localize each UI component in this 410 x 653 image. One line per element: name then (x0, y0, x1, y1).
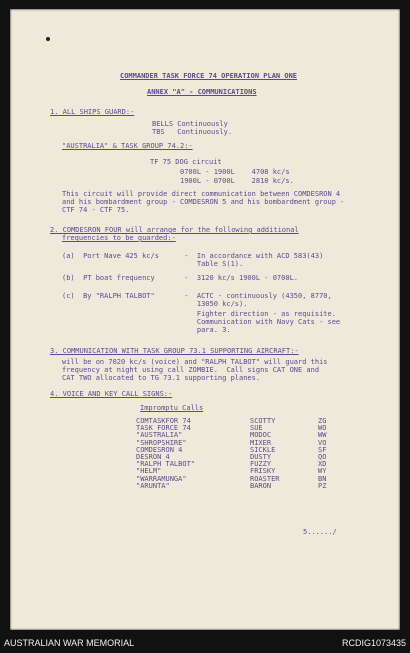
voice-call: FRISKY (250, 467, 276, 476)
section-4-subheading: Impromptu Calls (140, 404, 204, 412)
voice-call: SCOTTY (250, 417, 276, 425)
footer-source: AUSTRALIAN WAR MEMORIAL (4, 638, 135, 648)
key-call: VO (318, 438, 327, 447)
section-1-line: BELLS Continuously (152, 120, 228, 128)
key-call: BN (318, 474, 327, 483)
document-subtitle: ANNEX "A" - COMMUNICATIONS (147, 88, 257, 96)
key-call: WO (318, 424, 327, 433)
section-4-heading: 4. VOICE AND KEY CALL SIGNS:- (50, 390, 173, 398)
unit-name: "SHROPSHIRE" (136, 438, 187, 447)
section-1-paragraph: CTF 74 - CTF 75. (62, 206, 130, 214)
voice-call: MIXER (250, 438, 272, 447)
voice-call: SICKLE (250, 445, 276, 454)
document-title: COMMANDER TASK FORCE 74 OPERATION PLAN ONE (120, 72, 298, 80)
voice-call: BARON (250, 481, 272, 490)
section-2-item: Communication with Navy Cats - see (62, 318, 341, 326)
key-call: QO (318, 453, 327, 462)
call-sign-row (136, 483, 326, 490)
call-sign-row (136, 461, 326, 468)
page-continuation: 5....../ (303, 528, 337, 536)
section-2-heading: frequencies to be guarded:- (62, 234, 176, 242)
section-2-item: (b) PT boat frequency - 3120 kc/s 1900L - 0700L. (62, 274, 299, 282)
unit-name: "ARUNTA" (136, 481, 170, 490)
key-call: WY (318, 467, 327, 476)
key-call: WW (318, 431, 327, 440)
key-call: PZ (318, 481, 327, 490)
unit-name: "HELM" (136, 467, 162, 476)
voice-call: DUSTY (250, 453, 272, 462)
section-2-item: Fighter direction - as requisite. (62, 310, 336, 318)
section-1-line: TBS Continuously. (152, 128, 233, 136)
section-2-heading: 2. COMDESRON FOUR will arrange for the following additional (50, 226, 299, 234)
voice-call: SUE (250, 424, 263, 433)
section-2-item: (c) By "RALPH TALBOT" - ACTC - continuously (4350, 8770, (62, 292, 332, 300)
section-1-heading: 1. ALL SHIPS GUARD:- (50, 108, 135, 116)
section-2-item: 13050 kc/s). (62, 300, 248, 308)
punch-hole (46, 37, 50, 41)
unit-name: "AUSTRALIA" (136, 431, 183, 440)
voice-call: FUZZY (250, 460, 272, 469)
footer-bar (0, 632, 410, 653)
section-1-frequency: 1900L - 0700L 2810 kc/s. (180, 177, 294, 185)
call-signs-table (136, 418, 326, 490)
section-1-line: TF 75 DOG circuit (150, 158, 222, 166)
unit-name: DESRON 4 (136, 453, 170, 462)
section-3-line: will be on 7020 kc/s (voice) and "RALPH TALBOT" will guard this (62, 358, 328, 366)
section-1-subheading: "AUSTRALIA" & TASK GROUP 74.2:- (62, 142, 193, 150)
key-call: XD (318, 460, 327, 469)
section-2-item: Table S(1). (62, 260, 244, 268)
voice-call: MODOC (250, 431, 272, 440)
section-2-item: para. 3. (62, 326, 231, 334)
section-3-line: CAT TWO allocated to TG 73.1 supporting planes. (62, 374, 261, 382)
key-call: ZG (318, 417, 327, 425)
unit-name: COMDESRON 4 (136, 445, 183, 454)
voice-call: ROASTER (250, 474, 280, 483)
section-1-frequency: 0700L - 1900L 4708 kc/s (180, 168, 290, 176)
key-call: SF (318, 445, 327, 454)
section-1-paragraph: This circuit will provide direct communication between COMDESRON 4 (62, 190, 341, 198)
footer-id: RCDIG1073435 (341, 638, 406, 648)
unit-name: COMTASKFOR 74 (136, 417, 191, 425)
section-3-line: frequency at night using call ZOMBIE. Call signs CAT ONE and (62, 366, 320, 374)
section-2-item: (a) Port Nave 425 kc/s - In accordance with ACD 583(43) (62, 252, 324, 260)
section-3-heading: 3. COMMUNICATION WITH TASK GROUP 73.1 SUPPORTING AIRCRAFT:- (50, 347, 299, 355)
unit-name: "WARRAMUNGA" (136, 474, 187, 483)
section-1-paragraph: and his bombardment group - COMDESRON 5 and his bombardment group - (62, 198, 345, 206)
unit-name: TASK FORCE 74 (136, 424, 191, 433)
unit-name: "RALPH TALBOT" (136, 460, 196, 469)
